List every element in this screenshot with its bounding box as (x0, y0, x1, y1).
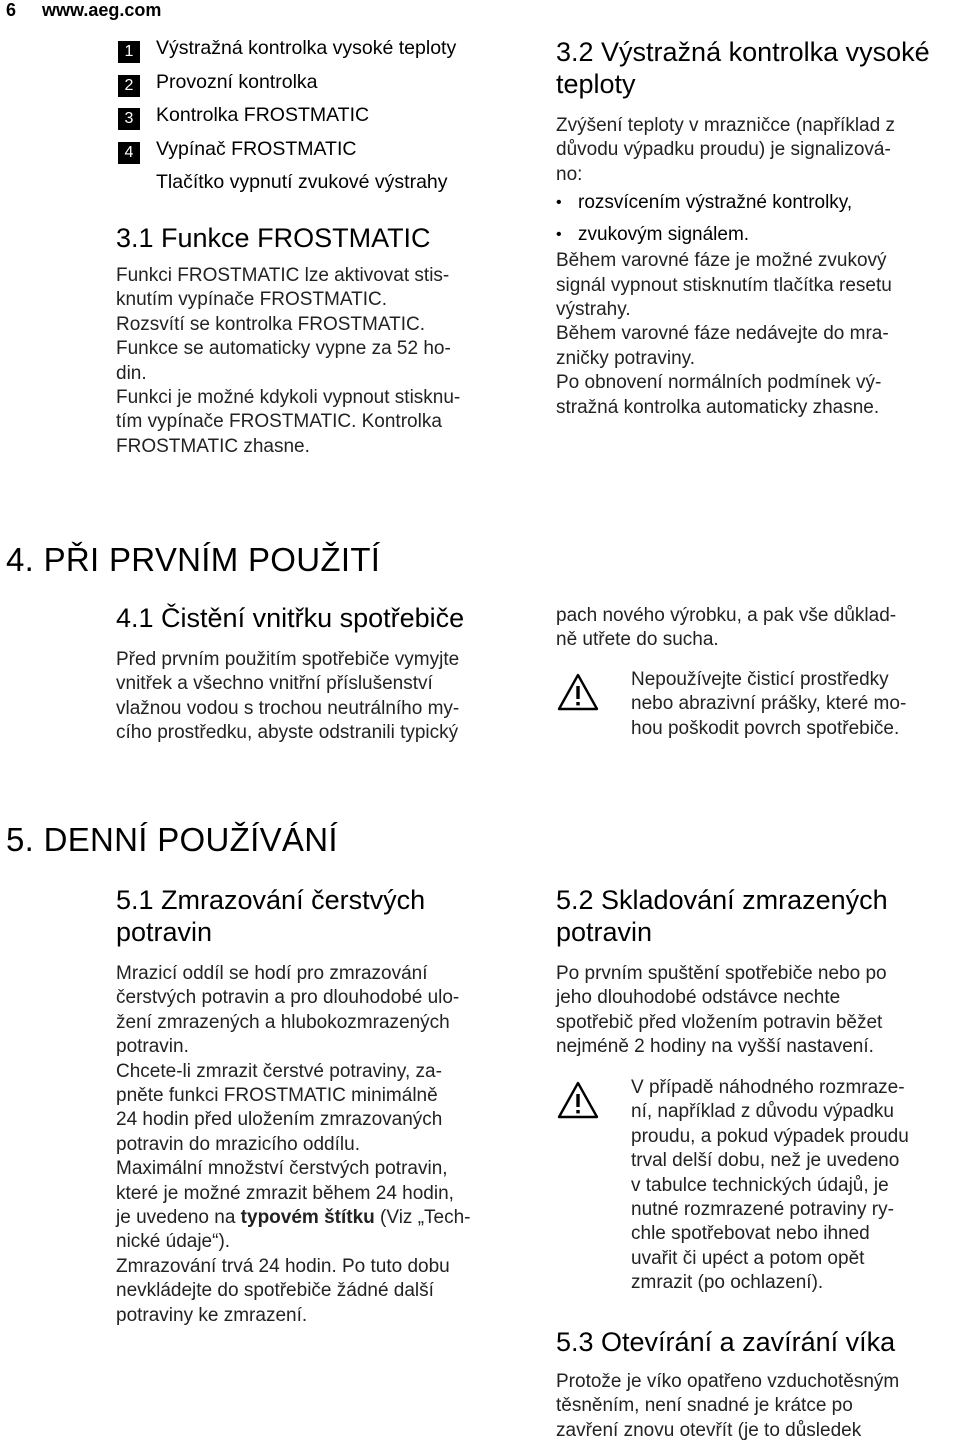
paragraph-line: žení zmrazených a hlubokozmrazených (116, 1011, 450, 1033)
paragraph-line: důvodu výpadku proudu) je signalizová- (556, 139, 891, 161)
section-4-1-continued (556, 604, 956, 653)
text-span: je uvedeno na (116, 1207, 241, 1229)
paragraph-line: Po prvním spuštění spotřebiče nebo po (556, 963, 887, 984)
section-5-3 (556, 1326, 956, 1443)
paragraph-line: FROSTMATIC zhasne. (116, 435, 310, 457)
legend-number-badge: 2 (118, 75, 140, 97)
paragraph-line: Zvýšení teploty v mrazničce (například z (556, 115, 895, 136)
section-3-1 (116, 222, 516, 459)
paragraph-line: pněte funkci FROSTMATIC minimálně (116, 1085, 438, 1107)
rating-plate-link[interactable]: typovém štítku (240, 1207, 375, 1229)
section-title: 3.1 Funkce FROSTMATIC (116, 223, 431, 253)
text-span: (Viz „Tech- (374, 1207, 471, 1229)
paragraph-line: Po obnovení normálních podmínek vý- (556, 372, 882, 394)
warning-icon (556, 672, 600, 712)
paragraph-line: Zmrazování trvá 24 hodin. Po tuto dobu (116, 1255, 450, 1277)
paragraph-line: Protože je víko opatřeno vzduchotěsným (556, 1371, 900, 1392)
section-title: 4.1 Čistění vnitřku spotřebiče (116, 603, 465, 633)
paragraph-line: potravin do mrazicího oddílu. (116, 1133, 360, 1155)
paragraph-line: signál vypnout stisknutím tlačítka resetu (556, 274, 892, 296)
paragraph-line: stražná kontrolka automaticky zhasne. (556, 396, 880, 418)
paragraph-line: které je možné zmrazit během 24 hodin, (116, 1182, 454, 1204)
section-title: 5.3 Otevírání a zavírání víka (556, 1327, 896, 1357)
paragraph-line: uvařit či upéct a potom opět (631, 1247, 865, 1269)
paragraph-line: Funkci FROSTMATIC lze aktivovat stis- (116, 265, 450, 286)
legend-label: Tlačítko vypnutí zvukové výstrahy (156, 171, 448, 193)
paragraph-line: zničky potraviny. (556, 347, 696, 369)
paragraph-line: proudu, a pokud výpadek proudu (631, 1125, 909, 1147)
paragraph-line: Rozsvítí se kontrolka FROSTMATIC. (116, 313, 425, 335)
paragraph-line: nutné rozmrazené potraviny ry- (631, 1199, 894, 1221)
paragraph-line: potravin. (116, 1036, 189, 1058)
paragraph-line: din. (116, 362, 147, 384)
paragraph-line: zavření znovu otevřít (je to důsledek (556, 1419, 862, 1441)
bullet-list (556, 191, 956, 249)
paragraph-line: ní, například z důvodu výpadku (631, 1101, 895, 1123)
paragraph-line: cího prostředku, abyste odstranili typický (116, 722, 459, 744)
bullet-item: • zvukovým signálem. (556, 223, 956, 249)
paragraph-line: Během varovné fáze nedávejte do mra- (556, 323, 889, 345)
paragraph-line: hou poškodit povrch spotřebiče. (631, 717, 900, 739)
section-title (116, 884, 536, 948)
paragraph-line: Funkci je možné kdykoli vypnout stisknu- (116, 387, 461, 409)
section-title-line: 5.2 Skladování zmrazených (556, 885, 888, 915)
section-5-1 (116, 884, 536, 1328)
paragraph-line: knutím vypínače FROSTMATIC. (116, 289, 387, 311)
paragraph-line: těsněním, není snadné je krátce po (556, 1395, 853, 1417)
section-title-line: 5.1 Zmrazování čerstvých (116, 885, 426, 915)
warning-text (631, 668, 956, 741)
paragraph-line: Během varovné fáze je možné zvukový (556, 250, 887, 272)
section-title-line: 3.2 Výstražná kontrolka vysoké (556, 37, 930, 67)
paragraph-line: nejméně 2 hodiny na vyšší nastavení. (556, 1036, 874, 1058)
paragraph-line: spotřebič před vložením potravin běžet (556, 1011, 883, 1033)
paragraph-line: jeho dlouhodobé odstávce nechte (556, 987, 841, 1009)
paragraph-line: Mrazicí oddíl se hodí pro zmrazování (116, 963, 428, 984)
paragraph-line: nebo abrazivní prášky, které mo- (631, 693, 907, 715)
legend-label: Kontrolka FROSTMATIC (156, 104, 370, 126)
paragraph-line: čerstvých potravin a pro dlouhodobé ulo- (116, 987, 460, 1009)
warning-text (631, 1076, 956, 1296)
paragraph-line: chle spotřebovat nebo ihned (631, 1223, 870, 1245)
section-3-2 (556, 36, 956, 420)
header-url[interactable]: www.aeg.com (42, 0, 162, 20)
paragraph-line (116, 1206, 536, 1230)
legend-label: Provozní kontrolka (156, 71, 318, 93)
paragraph-line: vlažnou vodou s trochou neutrálního my- (116, 697, 460, 719)
section-title-line: potravin (556, 917, 653, 947)
paragraph-line: v tabulce technických údajů, je (631, 1174, 889, 1196)
section-title (556, 884, 956, 948)
bullet-item: • rozsvícením výstražné kontrolky, (556, 191, 956, 223)
page-number: 6 (6, 0, 17, 20)
paragraph-line: Před prvním použitím spotřebiče vymyjte (116, 649, 460, 670)
legend-number-badge: 3 (118, 108, 140, 130)
legend-label: Výstražná kontrolka vysoké teploty (156, 37, 457, 59)
paragraph-line: trval delší dobu, než je uvedeno (631, 1150, 900, 1172)
paragraph-line: tím vypínače FROSTMATIC. Kontrolka (116, 411, 442, 433)
section-title-line: potravin (116, 917, 213, 947)
paragraph-line: zmrazit (po ochlazení). (631, 1272, 824, 1294)
paragraph-line: potraviny ke zmrazení. (116, 1304, 308, 1326)
section-title-line: teploty (556, 69, 636, 99)
paragraph-line: Chcete-li zmrazit čerstvé potraviny, za- (116, 1060, 442, 1082)
chapter-title: 5. DENNÍ POUŽÍVÁNÍ (6, 821, 338, 858)
paragraph-line: výstrahy. (556, 299, 631, 321)
paragraph-line: Maximální množství čerstvých potravin, (116, 1158, 448, 1180)
paragraph-line: pach nového výrobku, a pak vše důklad- (556, 605, 897, 626)
section-4-1 (116, 602, 536, 746)
chapter-title: 4. PŘI PRVNÍM POUŽITÍ (6, 541, 381, 578)
legend-number-badge: 4 (118, 142, 140, 164)
paragraph-line: Funkce se automaticky vypne za 52 ho- (116, 338, 451, 360)
legend-number-badge: 1 (118, 41, 140, 63)
paragraph-line: ně utřete do sucha. (556, 629, 719, 651)
section-5-2 (556, 884, 956, 1060)
paragraph-line: 24 hodin před uložením zmrazovaných (116, 1109, 443, 1131)
warning-icon (556, 1080, 600, 1120)
paragraph-line: V případě náhodného rozmraze- (631, 1077, 905, 1098)
paragraph-line: Nepoužívejte čisticí prostředky (631, 669, 889, 690)
paragraph-line: no: (556, 163, 583, 185)
paragraph-line: nevkládejte do spotřebiče žádné další (116, 1280, 434, 1302)
legend-label: Vypínač FROSTMATIC (156, 138, 357, 160)
section-title (556, 36, 956, 100)
paragraph-line: nické údaje“). (116, 1231, 231, 1253)
paragraph-line: vnitřek a všechno vnitřní příslušenství (116, 673, 433, 695)
